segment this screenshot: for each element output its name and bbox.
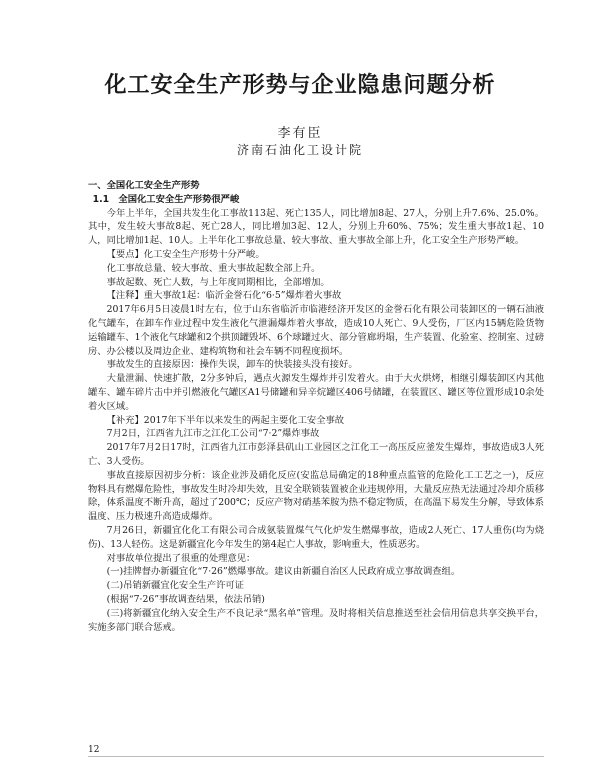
paragraph-handling-intro: 对事故单位提出了很重的处理意见： <box>106 552 256 564</box>
paragraph-point-2: 事故起数、死亡人数，与上年度同期相比，全部增加。 <box>106 276 330 288</box>
paragraph-handling-3: (三)将新疆宜化纳入安全生产不良记录“黑名单”管理。及时将相关信息推送至社会信用信息共享交换平台，实施多部门联合惩戒。 <box>88 607 544 633</box>
section-heading: 一、全国化工安全生产形势 <box>88 180 200 191</box>
paragraph-handling-2-note: (根据“7·26”事故调查结果，依法吊销) <box>106 593 265 605</box>
subsection-heading: 1.1 全国化工安全生产形势很严峻 <box>92 193 240 205</box>
footer-rule <box>88 756 544 757</box>
paragraph-leak-spread: 大量泄漏、快速扩散，2分多钟后，遇点火源发生爆炸并引发着火。由于大火烘烤，相继引爆装卸区内其他罐车、罐车碎片击中并引燃液化气罐区A1号储罐和异辛烷罐区406号储罐，在装置区、罐区等位置形成10余处着火区域。 <box>88 373 544 412</box>
paragraph-handling-2: (二)吊销新疆宜化安全生产许可证 <box>106 580 245 592</box>
article-title: 化工安全生产形势与企业隐患问题分析 <box>104 73 496 98</box>
paragraph-handling-1: (一)挂牌督办新疆宜化“7·26”燃爆事故。建议由新疆自治区人民政府成立事故调查组。 <box>106 566 461 578</box>
paragraph-xinjiang-accident: 7月26日，新疆宜化化工有限公司合成氨装置煤气气化炉发生燃爆事故，造成2人死亡、17人重伤(均为烧伤)、13人轻伤。这是新疆宜化今年发生的第4起亡人事故，影响重大，性质恶劣。 <box>88 524 544 550</box>
paragraph-jiujiang-heading: 7月2日，江西省九江市之江化工公司“7·2”爆炸事故 <box>106 428 320 440</box>
paragraph-linyi-accident: 2017年6月5日凌晨1时左右，位于山东省临沂市临港经济开发区的金誉石化有限公司装卸区的一辆石油液化气罐车，在卸车作业过程中发生液化气泄漏爆炸着火事故，造成10人死亡、9人受伤，厂区内15辆危险货物运输罐车、1个液化气球罐和2个拱顶罐毁坏、6个球罐过火、部分管廊坍塌，生产装置、化验室、控制室、过磅房、办公楼以及周边企业、建构筑物和社会车辆不同程度损坏。 <box>88 304 544 357</box>
article-body <box>88 179 544 634</box>
paragraph-supplement: 【补充】2017年下半年以来发生的两起主要化工安全事故 <box>106 414 345 426</box>
paragraph-key-point: 【要点】化工安全生产形势十分严峻。 <box>106 248 265 260</box>
paragraph-direct-cause: 事故发生的直接原因：操作失误，卸车的快装接头没有接好。 <box>106 359 358 371</box>
paragraph-stats: 今年上半年，全国共发生化工事故113起、死亡135人，同比增加8起、27人，分别上升7.6%、25.0%。其中，发生较大事故8起、死亡28人，同比增加3起、12人，分别上升60%、75%；发生重大事故1起、10人，同比增加1起、10人。上半年化工事故总量、较大事故、重大事故全部上升，化工安全生产形势严峻。 <box>88 207 544 247</box>
author-name: 李有臣 <box>277 126 323 141</box>
paragraph-jiujiang-cause: 事故直接原因初步分析：该企业涉及硝化反应(安监总局确定的18种重点监管的危险化工工艺之一)，反应物料具有燃爆危险性，事故发生时冷却失效，且安全联锁装置被企业违规停用，大量反应热无法通过冷却介质移除，体系温度不断升高，超过了200℃；反应产物对硝基苯胺为热不稳定物质，在高温下易发生分解，导致体系温度、压力极速升高造成爆炸。 <box>88 469 544 523</box>
paragraph-jiujiang-accident: 2017年7月2日17时，江西省九江市彭泽县矶山工业园区之江化工一高压反应釜发生爆炸，事故造成3人死亡、3人受伤。 <box>88 442 544 467</box>
author-affiliation: 济南石油化工设计院 <box>236 143 363 157</box>
paragraph-point-1: 化工事故总量、较大事故、重大事故起数全部上升。 <box>106 262 321 274</box>
paragraph-note: 【注释】重大事故1起：临沂金誉石化“6·5”爆炸着火事故 <box>106 290 342 302</box>
page-number: 12 <box>88 745 100 755</box>
